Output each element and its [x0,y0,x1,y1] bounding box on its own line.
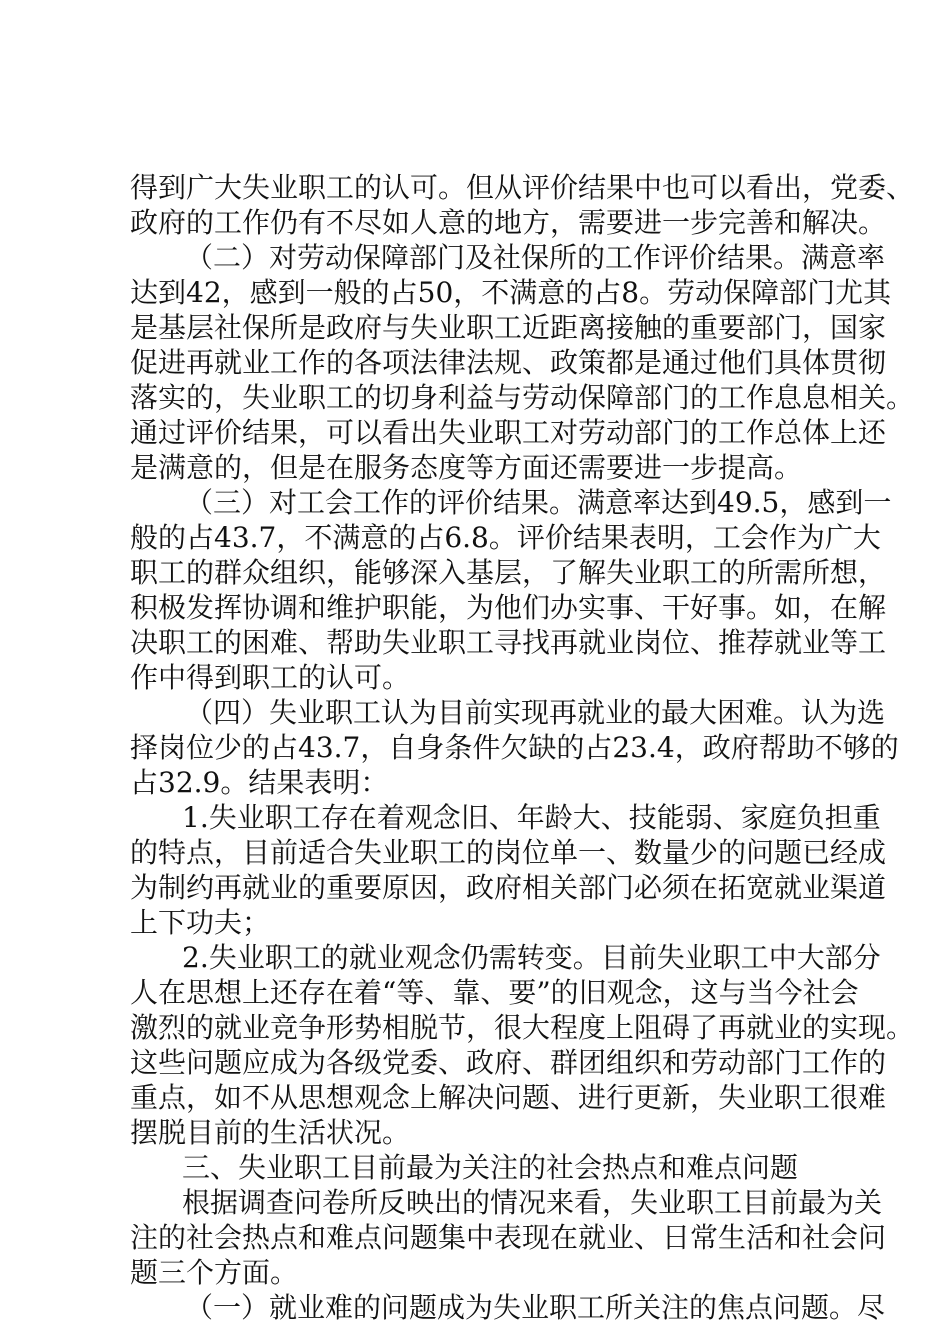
document-body [130,170,915,1325]
text-line: 摆脱目前的生活状况。 [130,1116,411,1149]
text-line: 职工的群众组织，能够深入基层，了解失业职工的所需所想， [130,556,887,589]
text-line: 般的占43.7，不满意的占6.8。评价结果表明，工会作为广大 [130,521,881,554]
text-line: 题三个方面。 [130,1256,299,1289]
text-line: 政府的工作仍有不尽如人意的地方，需要进一步完善和解决。 [130,206,887,239]
text-line: 是基层社保所是政府与失业职工近距离接触的重要部门，国家 [130,311,887,344]
section-title-line: 三、失业职工目前最为关注的社会热点和难点问题 [182,1151,799,1184]
text-line: 择岗位少的占43.7，自身条件欠缺的占23.4，政府帮助不够的 [130,731,899,764]
text-line: 根据调查问卷所反映出的情况来看，失业职工目前最为关 [182,1186,883,1219]
text-line: 激烈的就业竞争形势相脱节，很大程度上阻碍了再就业的实现。 [130,1011,915,1044]
list-item-line: 2.失业职工的就业观念仍需转变。目前失业职工中大部分 [182,941,881,974]
text-line: 作中得到职工的认可。 [130,661,411,694]
section-heading-line: （一）就业难的问题成为失业职工所关注的焦点问题。尽 [185,1291,886,1324]
text-line: 达到42，感到一般的占50，不满意的占8。劳动保障部门尤其 [130,276,892,309]
text-line: 促进再就业工作的各项法律法规、政策都是通过他们具体贯彻 [130,346,887,379]
list-item-line: 1.失业职工存在着观念旧、年龄大、技能弱、家庭负担重 [182,801,881,834]
text-line: 为制约再就业的重要原因，政府相关部门必须在拓宽就业渠道 [130,871,887,904]
text-line: 占32.9。结果表明： [130,766,389,799]
text-line: 这些问题应成为各级党委、政府、群团组织和劳动部门工作的 [130,1046,887,1079]
text-line: 通过评价结果，可以看出失业职工对劳动部门的工作总体上还 [130,416,887,449]
text-line: 积极发挥协调和维护职能，为他们办实事、干好事。如，在解 [130,591,887,624]
text-line: 注的社会热点和难点问题集中表现在就业、日常生活和社会问 [130,1221,887,1254]
text-line: 人在思想上还存在着“等、靠、要”的旧观念，这与当今社会 [130,976,859,1009]
section-heading-line: （四）失业职工认为目前实现再就业的最大困难。认为选 [185,696,886,729]
text-line: 决职工的困难、帮助失业职工寻找再就业岗位、推荐就业等工 [130,626,887,659]
text-line: 落实的，失业职工的切身利益与劳动保障部门的工作息息相关。 [130,381,915,414]
text-line: 上下功夫； [130,906,271,939]
text-line: 是满意的，但是在服务态度等方面还需要进一步提高。 [130,451,803,484]
text-line: 的特点，目前适合失业职工的岗位单一、数量少的问题已经成 [130,836,887,869]
section-heading-line: （三）对工会工作的评价结果。满意率达到49.5，感到一 [185,486,892,519]
section-heading-line: （二）对劳动保障部门及社保所的工作评价结果。满意率 [185,241,886,274]
text-line: 得到广大失业职工的认可。但从评价结果中也可以看出，党委、 [130,171,915,204]
text-line: 重点，如不从思想观念上解决问题、进行更新，失业职工很难 [130,1081,887,1114]
